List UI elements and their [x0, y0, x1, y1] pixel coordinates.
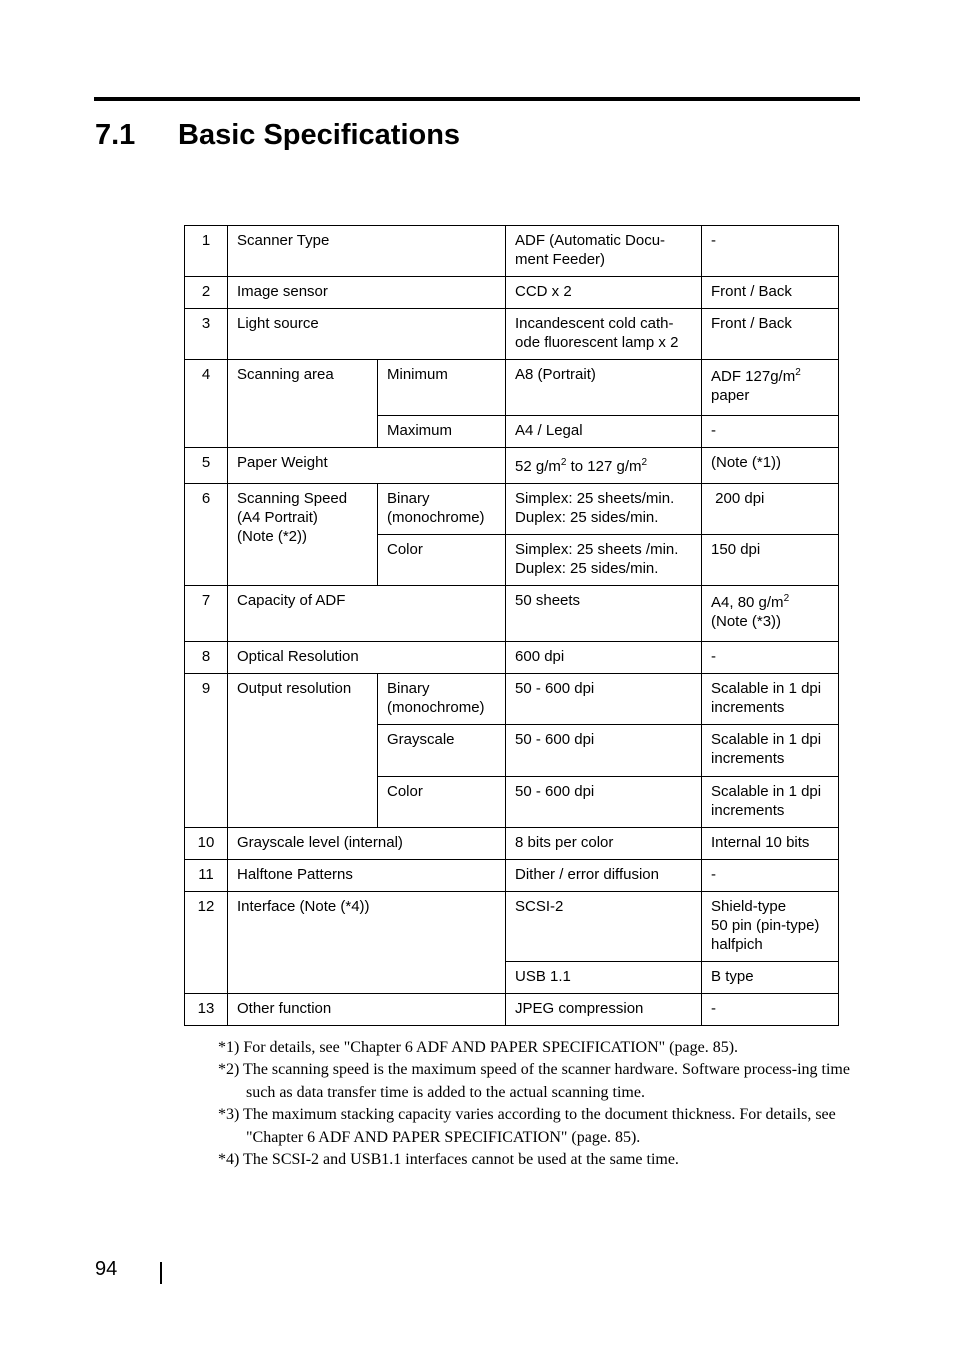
- row-number: 4: [185, 360, 228, 448]
- remark-cell: -: [702, 416, 839, 448]
- remark-cell: 150 dpi: [702, 535, 839, 586]
- value-cell: [506, 448, 702, 484]
- value-cell: JPEG compression: [506, 994, 702, 1026]
- remark-cell: -: [702, 226, 839, 277]
- value-cell: 50 - 600 dpi: [506, 674, 702, 725]
- value-text: 52 g/m: [515, 458, 561, 475]
- table-row: [185, 484, 839, 535]
- remark-text: ADF 127g/m: [711, 368, 796, 385]
- value-cell: Simplex: 25 sheets /min. Duplex: 25 sides/min.: [506, 535, 702, 586]
- remark-text: A4, 80 g/m: [711, 594, 784, 611]
- remark-cell: [702, 360, 839, 416]
- table-row: [185, 674, 839, 725]
- value-cell: Dither / error diffusion: [506, 860, 702, 892]
- row-number: 1: [185, 226, 228, 277]
- value-text: to 127 g/m: [566, 458, 642, 475]
- table-row: [185, 642, 839, 674]
- row-number: 11: [185, 860, 228, 892]
- remark-cell: Front / Back: [702, 277, 839, 309]
- section-number: 7.1: [95, 119, 136, 151]
- table-row: [185, 360, 839, 416]
- superscript: 2: [560, 457, 567, 468]
- section-heading: [95, 115, 460, 155]
- remark-cell: [702, 586, 839, 642]
- footnote: *4) The SCSI-2 and USB1.1 interfaces cannot be used at the same time.: [218, 1151, 679, 1169]
- row-number: 12: [185, 892, 228, 994]
- value-cell: SCSI-2: [506, 892, 702, 962]
- value-cell: Incandescent cold cath- ode fluorescent lamp x 2: [506, 309, 702, 360]
- remark-cell: 200 dpi: [702, 484, 839, 535]
- table-row: [185, 277, 839, 309]
- remark-cell: Internal 10 bits: [702, 828, 839, 860]
- value-cell: 50 - 600 dpi: [506, 725, 702, 777]
- spec-table: [184, 225, 839, 1026]
- remark-cell: Front / Back: [702, 309, 839, 360]
- item-cell: Halftone Patterns: [228, 860, 506, 892]
- header-rule: [94, 97, 860, 101]
- item-cell: Interface (Note (*4)): [228, 892, 506, 994]
- remark-cell: Scalable in 1 dpi increments: [702, 725, 839, 777]
- value-cell: USB 1.1: [506, 962, 702, 994]
- table-row: [185, 860, 839, 892]
- value-cell: 8 bits per color: [506, 828, 702, 860]
- value-cell: 50 sheets: [506, 586, 702, 642]
- remark-cell: -: [702, 860, 839, 892]
- page-number-divider: [160, 1262, 162, 1284]
- item-cell: Scanning Speed (A4 Portrait) (Note (*2)): [228, 484, 378, 586]
- row-number: 6: [185, 484, 228, 586]
- remark-cell: (Note (*1)): [702, 448, 839, 484]
- page-number: 94: [95, 1258, 118, 1280]
- table-row: [185, 994, 839, 1026]
- row-number: 7: [185, 586, 228, 642]
- superscript: 2: [795, 367, 801, 378]
- sub-item-cell: Minimum: [378, 360, 506, 416]
- value-cell: ADF (Automatic Docu- ment Feeder): [506, 226, 702, 277]
- table-row: [185, 828, 839, 860]
- sub-item-cell: Binary (monochrome): [378, 484, 506, 535]
- value-cell: 50 - 600 dpi: [506, 777, 702, 828]
- footnote: *2) The scanning speed is the maximum speed of the scanner hardware. Software process-ing time such as data transfer time is added to the actual scanning time.: [218, 1061, 850, 1101]
- item-cell: Light source: [228, 309, 506, 360]
- remark-cell: Shield-type 50 pin (pin-type) halfpich: [702, 892, 839, 962]
- item-cell: Optical Resolution: [228, 642, 506, 674]
- table-row: [185, 448, 839, 484]
- item-cell: Scanning area: [228, 360, 378, 448]
- table-row: [185, 892, 839, 962]
- sub-item-cell: Color: [378, 777, 506, 828]
- item-cell: Paper Weight: [228, 448, 506, 484]
- value-cell: A4 / Legal: [506, 416, 702, 448]
- value-cell: CCD x 2: [506, 277, 702, 309]
- table-row: [185, 586, 839, 642]
- value-cell: 600 dpi: [506, 642, 702, 674]
- remark-cell: Scalable in 1 dpi increments: [702, 777, 839, 828]
- item-cell: Other function: [228, 994, 506, 1026]
- row-number: 13: [185, 994, 228, 1026]
- remark-cell: B type: [702, 962, 839, 994]
- value-cell: A8 (Portrait): [506, 360, 702, 416]
- item-cell: Capacity of ADF: [228, 586, 506, 642]
- value-cell: Simplex: 25 sheets/min. Duplex: 25 sides/min.: [506, 484, 702, 535]
- row-number: 9: [185, 674, 228, 828]
- footnote: *1) For details, see "Chapter 6 ADF AND PAPER SPECIFICATION" (page. 85).: [218, 1039, 739, 1056]
- remark-cell: Scalable in 1 dpi increments: [702, 674, 839, 725]
- table-row: [185, 309, 839, 360]
- sub-item-cell: Grayscale: [378, 725, 506, 777]
- item-cell: Image sensor: [228, 277, 506, 309]
- section-title: Basic Specifications: [178, 119, 461, 151]
- remark-cell: -: [702, 642, 839, 674]
- row-number: 5: [185, 448, 228, 484]
- sub-item-cell: Binary (monochrome): [378, 674, 506, 725]
- table-row: [185, 226, 839, 277]
- sub-item-cell: Maximum: [378, 416, 506, 448]
- remark-cell: -: [702, 994, 839, 1026]
- row-number: 8: [185, 642, 228, 674]
- row-number: 10: [185, 828, 228, 860]
- footnotes: [218, 1037, 858, 1171]
- item-cell: Grayscale level (internal): [228, 828, 506, 860]
- row-number: 3: [185, 309, 228, 360]
- sub-item-cell: Color: [378, 535, 506, 586]
- remark-text: paper: [711, 387, 750, 404]
- superscript: 2: [641, 457, 648, 468]
- footnote: *3) The maximum stacking capacity varies according to the document thickness. For details, see "Chapter 6 ADF AND PAPER SPECIFICATION" (page. 85).: [218, 1106, 836, 1146]
- row-number: 2: [185, 277, 228, 309]
- remark-text: (Note (*3)): [711, 613, 782, 630]
- item-cell: Scanner Type: [228, 226, 506, 277]
- superscript: 2: [783, 593, 790, 604]
- item-cell: Output resolution: [228, 674, 378, 828]
